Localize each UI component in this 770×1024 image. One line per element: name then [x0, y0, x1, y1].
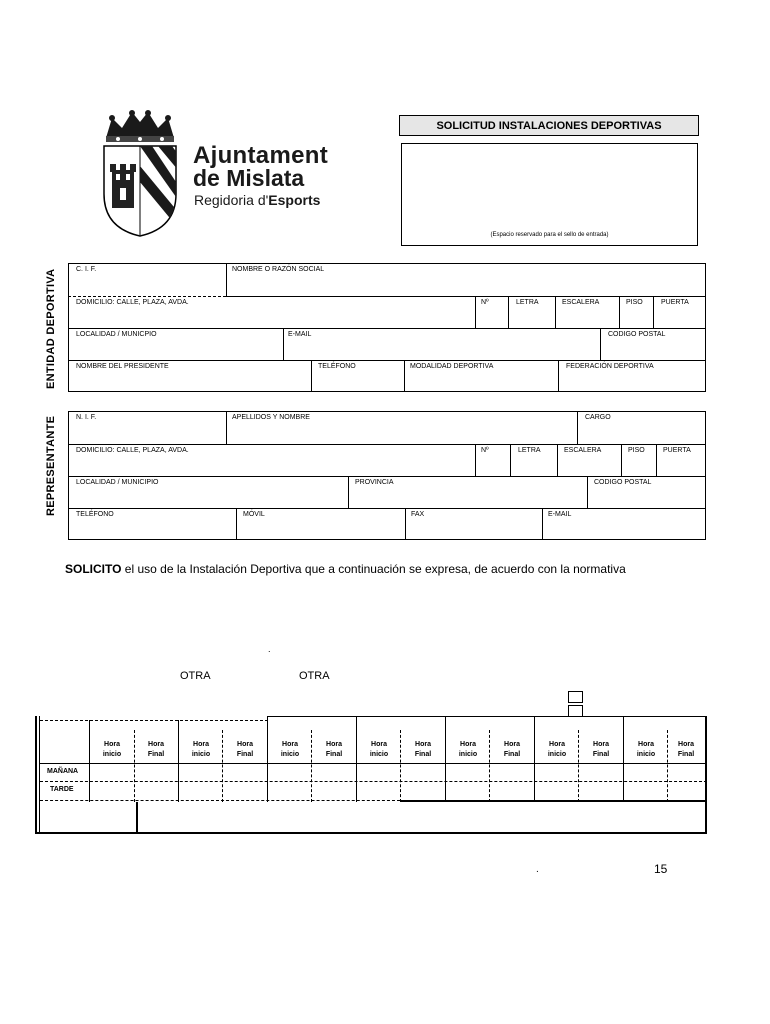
col-hora-inicio-2: Hora inicio	[191, 741, 211, 758]
entidad-federacion-label: FEDERACIÓN DEPORTIVA	[566, 363, 654, 370]
rep-cargo-field[interactable]	[578, 423, 705, 443]
rep-apellidos-field[interactable]	[227, 423, 576, 443]
entidad-side-label: ENTIDAD DEPORTIVA	[45, 268, 57, 389]
entidad-email-field[interactable]	[284, 340, 599, 359]
request-statement	[65, 562, 626, 576]
rep-piso-field[interactable]	[622, 456, 655, 475]
form-title: SOLICITUD INSTALACIONES DEPORTIVAS	[436, 120, 662, 132]
request-text: el uso de la Instalación Deportiva que a continuación se expresa, de acuerdo con la normativa	[121, 562, 626, 576]
entidad-num-field[interactable]	[476, 308, 507, 327]
rep-piso-label: PISO	[628, 447, 645, 454]
col-hora-final-6: Hora Final	[592, 741, 610, 758]
entidad-cif-label: C. I. F.	[76, 266, 97, 273]
stray-dot-1: .	[268, 644, 271, 654]
entidad-letra-label: LETRA	[516, 299, 539, 306]
entidad-domicilio-label: DOMICILIO: CALLE, PLAZA, AVDA.	[76, 299, 189, 306]
observations-field[interactable]	[139, 803, 704, 831]
form-title-box	[399, 115, 699, 136]
entidad-cp-label: CODIGO POSTAL	[608, 331, 666, 338]
rep-fax-field[interactable]	[406, 520, 541, 539]
rep-apellidos-label: APELLIDOS Y NOMBRE	[232, 414, 310, 421]
otra-label-2: OTRA	[299, 670, 330, 682]
option-checkbox-1[interactable]	[568, 691, 583, 703]
entidad-puerta-label: PUERTA	[661, 299, 689, 306]
entidad-presidente-field[interactable]	[69, 372, 310, 391]
rep-movil-label: MÓVIL	[243, 511, 265, 518]
entidad-modalidad-field[interactable]	[405, 372, 557, 391]
rep-puerta-field[interactable]	[657, 456, 705, 475]
rep-email-field[interactable]	[543, 520, 705, 539]
entidad-localidad-label: LOCALIDAD / MUNICPIO	[76, 331, 157, 338]
rep-telefono-field[interactable]	[69, 520, 235, 539]
year-suffix: 15	[654, 862, 668, 876]
rep-fax-label: FAX	[411, 511, 425, 518]
rep-localidad-field[interactable]	[69, 488, 347, 507]
entidad-piso-label: PISO	[626, 299, 643, 306]
request-keyword: SOLICITO	[65, 562, 122, 576]
entidad-num-label: Nº	[481, 299, 489, 306]
rep-letra-field[interactable]	[511, 456, 556, 475]
representante-side-label: REPRESENTANTE	[45, 415, 57, 516]
entidad-nombre-field[interactable]	[227, 275, 705, 295]
rep-cp-field[interactable]	[588, 488, 705, 507]
rep-escalera-label: ESCALERA	[564, 447, 602, 454]
rep-cp-label: CODIGO POSTAL	[594, 479, 652, 486]
entidad-escalera-field[interactable]	[556, 308, 618, 327]
rep-letra-label: LETRA	[518, 447, 541, 454]
entidad-modalidad-label: MODALIDAD DEPORTIVA	[410, 363, 494, 370]
rep-nif-field[interactable]	[69, 423, 225, 443]
col-hora-final-7: Hora Final	[677, 741, 695, 758]
entidad-cp-field[interactable]	[601, 340, 705, 359]
rep-cargo-label: CARGO	[585, 414, 611, 421]
col-hora-final-1: Hora Final	[147, 741, 165, 758]
rep-nif-label: N. I. F.	[76, 414, 97, 421]
entidad-nombre-label: NOMBRE O RAZÓN SOCIAL	[232, 266, 325, 273]
entidad-cif-field[interactable]	[69, 275, 225, 295]
tarde-time-cells[interactable]	[90, 782, 705, 800]
rep-domicilio-field[interactable]	[69, 456, 474, 475]
rep-email-label: E-MAIL	[548, 511, 572, 518]
col-hora-inicio-4: Hora inicio	[369, 741, 389, 758]
entidad-puerta-field[interactable]	[654, 308, 705, 327]
rep-puerta-label: PUERTA	[663, 447, 691, 454]
entry-stamp-box	[401, 143, 698, 246]
rep-telefono-label: TELÉFONO	[76, 511, 114, 518]
entidad-piso-field[interactable]	[620, 308, 652, 327]
entidad-telefono-field[interactable]	[312, 372, 403, 391]
rep-escalera-field[interactable]	[558, 456, 620, 475]
col-hora-inicio-5: Hora inicio	[458, 741, 478, 758]
row-label-tarde: TARDE	[50, 786, 74, 793]
otra-label-1: OTRA	[180, 670, 211, 682]
rep-num-label: Nº	[481, 447, 489, 454]
rep-movil-field[interactable]	[237, 520, 404, 539]
stray-dot-2: .	[536, 864, 539, 875]
entidad-domicilio-field[interactable]	[69, 308, 474, 327]
entidad-federacion-field[interactable]	[559, 372, 705, 391]
col-hora-inicio-1: Hora inicio	[102, 741, 122, 758]
col-hora-final-4: Hora Final	[414, 741, 432, 758]
org-name-line1: Ajuntament	[193, 142, 328, 169]
entidad-localidad-field[interactable]	[69, 340, 282, 359]
department-name	[194, 192, 320, 208]
org-name-line2-wrapper	[193, 165, 304, 192]
col-hora-final-2: Hora Final	[236, 741, 254, 758]
col-hora-inicio-3: Hora inicio	[280, 741, 300, 758]
org-name-line2: de Mislata	[193, 165, 305, 191]
department-suffix: Esports	[268, 192, 321, 208]
rep-provincia-label: PROVINCIA	[355, 479, 394, 486]
municipal-coat-of-arms-logo	[98, 110, 182, 238]
rep-localidad-label: LOCALIDAD / MUNICIPIO	[76, 479, 159, 486]
department-prefix: Regidoria d'	[194, 192, 269, 208]
col-hora-final-3: Hora Final	[325, 741, 343, 758]
rep-num-field[interactable]	[476, 456, 509, 475]
entidad-telefono-label: TELÉFONO	[318, 363, 356, 370]
entidad-escalera-label: ESCALERA	[562, 299, 600, 306]
entidad-presidente-label: NOMBRE DEL PRESIDENTE	[76, 363, 169, 370]
stamp-note: (Espacio reservado para el sello de entrada)	[490, 232, 609, 238]
rep-provincia-field[interactable]	[349, 488, 586, 507]
entidad-letra-field[interactable]	[509, 308, 554, 327]
entidad-email-label: E-MAIL	[288, 331, 312, 338]
col-hora-inicio-6: Hora inicio	[547, 741, 567, 758]
row-label-manana: MAÑANA	[47, 768, 79, 775]
manana-time-cells[interactable]	[90, 764, 705, 781]
rep-domicilio-label: DOMICILIO: CALLE, PLAZA, AVDA.	[76, 447, 189, 454]
col-hora-final-5: Hora Final	[503, 741, 521, 758]
col-hora-inicio-7: Hora inicio	[636, 741, 656, 758]
